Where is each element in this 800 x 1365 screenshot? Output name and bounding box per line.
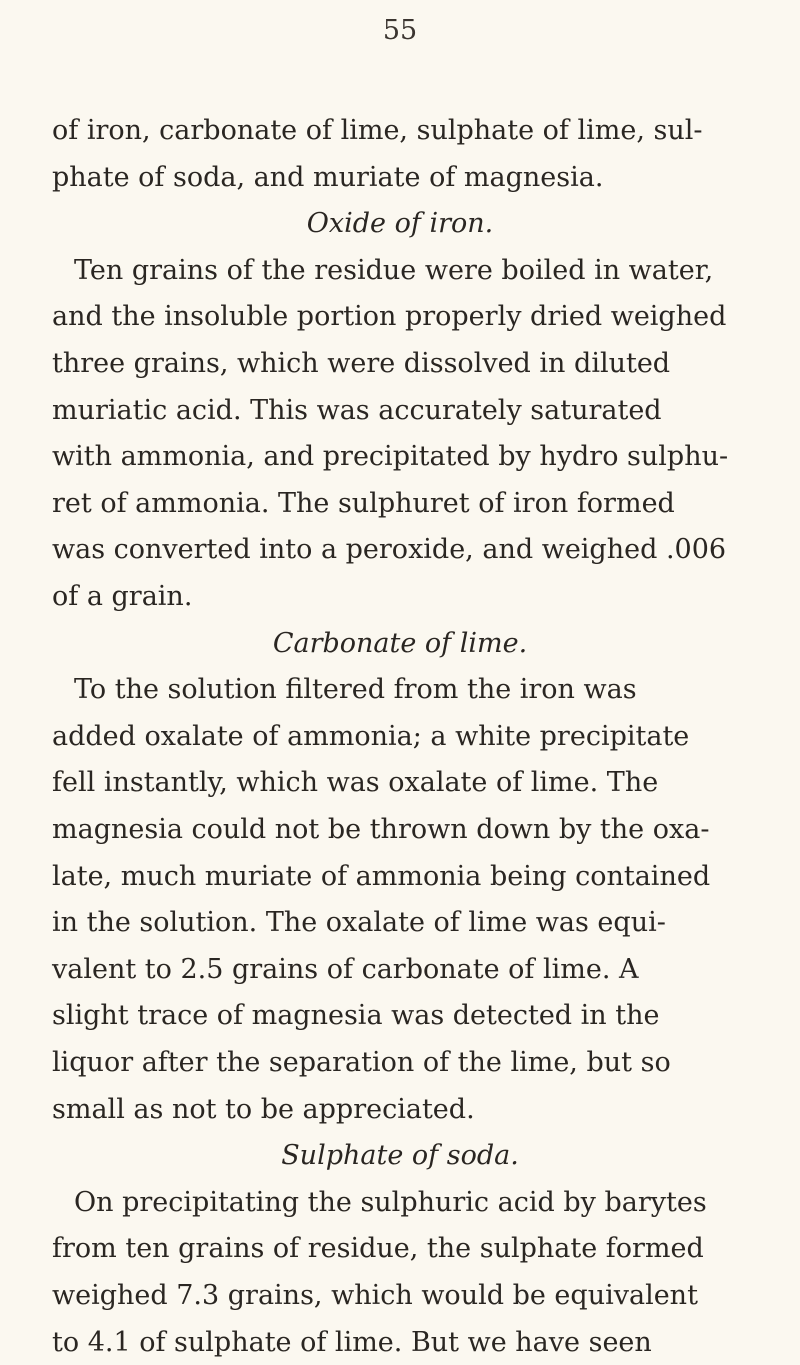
text-line: slight trace of magnesia was detected in the [52,1000,660,1032]
text-line: added oxalate of ammonia; a white precipitate [52,720,690,752]
text-line: with ammonia, and precipitated by hydro sulphu- [52,441,729,473]
text-line: was converted into a peroxide, and weighed .006 [52,534,727,566]
text-line: Ten grains of the residue were boiled in water, [74,254,714,286]
text-line: and the insoluble portion properly dried weighed [52,301,727,333]
text-line: three grains, which were dissolved in diluted [52,348,671,379]
text-line: On precipitating the sulphuric acid by barytes [74,1186,707,1218]
text-line: phate of soda, and muriate of magnesia. [52,161,604,193]
text-line: small as not to be appreciated. [52,1093,475,1125]
text-line: fell instantly, which was oxalate of lime. The [52,767,659,799]
text-line: magnesia could not be thrown down by the oxa- [52,814,710,845]
text-line: valent to 2.5 grains of carbonate of lime. A [52,953,639,985]
text-line: from ten grains of residue, the sulphate formed [52,1233,704,1265]
text-line: late, much muriate of ammonia being contained [52,860,711,892]
text-line: To the solution filtered from the iron was [74,674,637,706]
text-line: to 4.1 of sulphate of lime. But we have seen [52,1326,652,1358]
text-line: weighed 7.3 grains, which would be equivalent [52,1280,698,1311]
text-line: muriatic acid. This was accurately saturated [52,394,662,426]
text-line: ret of ammonia. The sulphuret of iron formed [52,487,675,519]
page-number: 55 [382,15,418,46]
section-heading: Oxide of iron. [306,208,494,240]
text-line: of iron, carbonate of lime, sulphate of lime, sul- [52,115,703,146]
text-line: liquor after the separation of the lime, but so [52,1047,671,1078]
section-heading: Carbonate of lime. [272,627,528,659]
text-line: of a grain. [52,581,193,612]
section-heading: Sulphate of soda. [281,1140,519,1172]
text-line: in the solution. The oxalate of lime was equi- [52,907,666,939]
